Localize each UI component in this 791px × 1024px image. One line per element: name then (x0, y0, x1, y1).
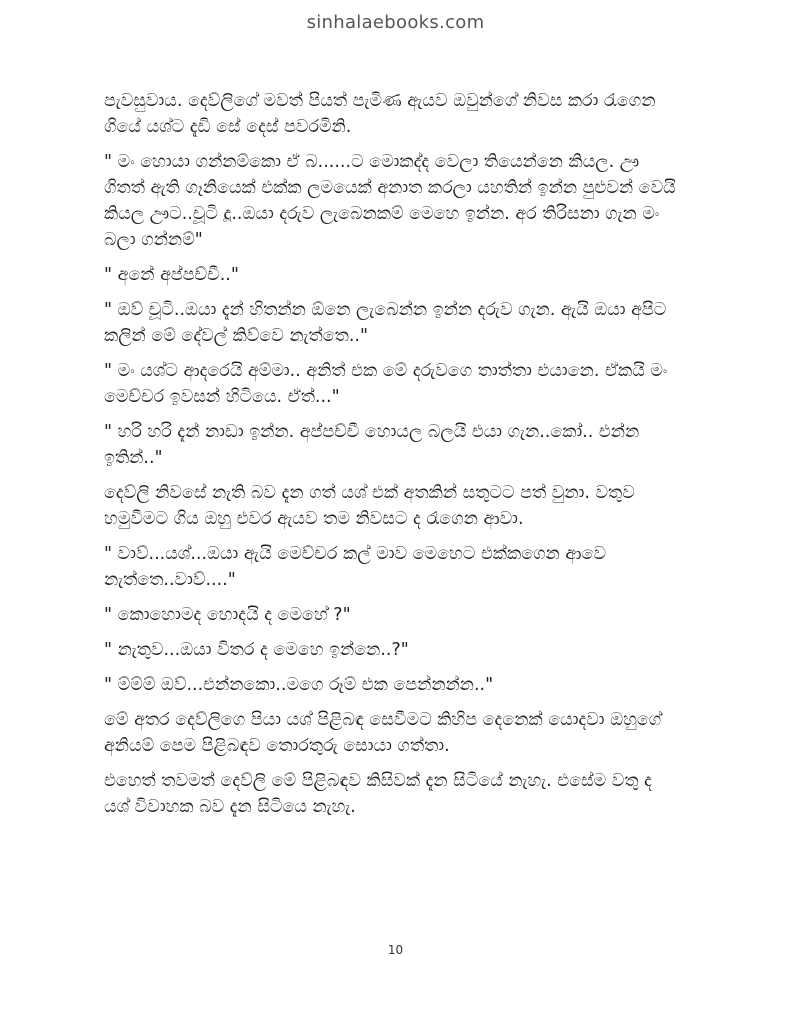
paragraph: " නැතුව...ඔයා විතර ද මෙහෙ ඉන්නෙ..?" (104, 640, 409, 660)
paragraph: " ම්ම්ම් ඔව්...එන්නකො..මගෙ රූම් එක පෙන්නන්න.." (104, 675, 494, 695)
paragraph: " හරි හරි දැන් නාඩා ඉන්න. අප්පච්චී හොයල බලයි එයා ගැන..කෝ.. එන්න ඉතින්.." (104, 422, 640, 468)
paragraph: " කොහොමද හොදයි ද මෙහේ ?" (104, 605, 351, 625)
paragraph: පැවසුවාය. දෙව්ලිගේ මවත් පියත් පැමිණ ඇයව ඔවුන්ගේ නිවස කරා රැගෙන ගියේ යශ්ට දැඩි සේ දෙස් පවරමිනි. (104, 91, 656, 137)
paragraph: " අනේ අප්පච්චී.." (104, 265, 239, 285)
paragraph: එහෙත් තවමත් දෙව්ලි මේ පිළිබඳව කිසිවක් දැන සිටියේ නැහැ. එසේම වතු ද යශ් විවාහක බව දැන සිටියෙ නැහැ. (104, 771, 652, 817)
paragraph: " මං හොයා ගන්නම්කො ඒ බ......ට මොකද්ද වෙලා තියෙන්නෙ කියල. ඌ ගිතත් ඇති ගෑනියෙක් එක්ක ලමයෙක් අනාත කරලා යහතින් ඉන්න පුළුවන් වෙයි කියල ඌට..චූටි දූ..ඔයා දරුව ලැබෙනකම් මෙහෙ ඉන්න. අර තිරිසනා ගැන මං බලා ගන්නම්" (104, 152, 676, 250)
paragraph: මේ අතර දෙව්ලිගෙ පියා යශ් පිළිබඳ සෙවීමට කිහිප දෙනෙක් යොදවා ඔහුගේ අනියම් පෙම පිළිබඳව තොරතුරු සොයා ගත්තා. (104, 710, 662, 756)
paragraph: " මං යශ්ට ආදරෙයි අම්මා.. අනිත් එක මේ දරුවගෙ තාත්තා එයානෙ. ඒකයි මං මෙච්චර ඉවසන් හිටියෙ. ඒත්..." (104, 361, 668, 407)
paragraph: දෙව්ලි නිවසේ නැති බව දැන ගත් යශ් එක් අතකින් සතුටට පත් වුනා. වතුව හමුවීමට ගිය ඔහු එවර ඇයව තම නිවසට ද රැගෙන ආවා. (104, 483, 635, 529)
page-body (104, 88, 676, 829)
site-watermark: sinhalaebooks.com (306, 12, 485, 33)
paragraph: " වාව්...යශ්...ඔයා ඇයි මෙච්චර කල් මාව මෙහෙට එක්කගෙන ආවෙ නැත්තෙ..වාව්...." (104, 544, 607, 590)
paragraph: " ඔව් චූටි..ඔයා දැන් හිතන්න ඕනෙ ලැබෙන්න ඉන්න දරුව ගැන. ඇයි ඔයා අපිට කලින් මේ දේවල් කිව්වෙ නැත්තෙ.." (104, 300, 667, 346)
page-number: 10 (387, 943, 404, 957)
